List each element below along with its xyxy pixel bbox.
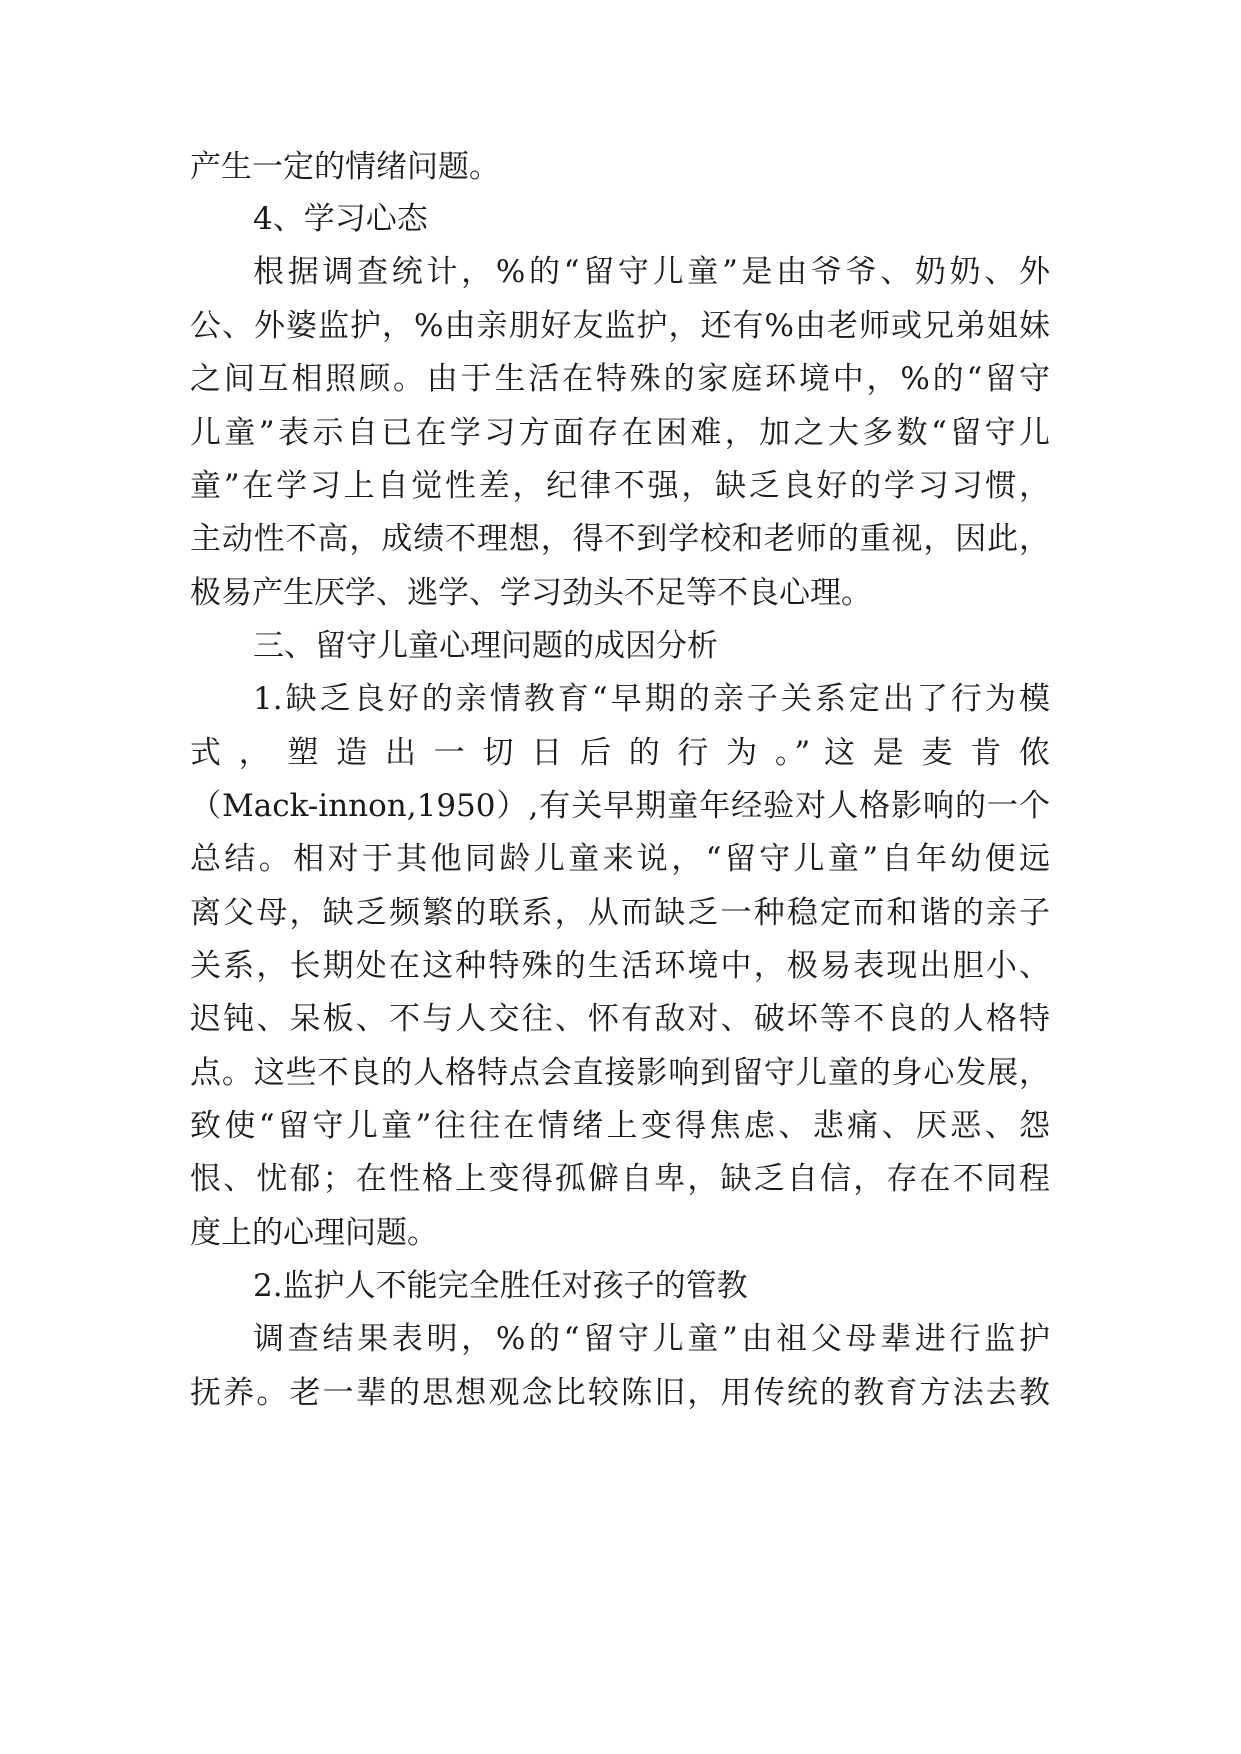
paragraph-line: 儿童”表示自已在学习方面存在困难，加之大多数“留守儿 <box>190 415 1050 451</box>
paragraph-line: 度上的心理问题。 <box>190 1215 438 1251</box>
paragraph-line: 极易产生厌学、逃学、学习劲头不足等不良心理。 <box>190 575 872 611</box>
section-heading: 2.监护人不能完全胜任对孩子的管教 <box>253 1268 748 1304</box>
section-heading: 三、留守儿童心理问题的成因分析 <box>253 628 718 664</box>
section-heading: 4、学习心态 <box>253 201 428 237</box>
paragraph-line: 主动性不高，成绩不理想，得不到学校和老师的重视，因此， <box>190 521 1050 557</box>
paragraph-line: 公、外婆监护，%由亲朋好友监护，还有%由老师或兄弟姐妹 <box>190 308 1050 344</box>
paragraph-line: 1.缺乏良好的亲情教育“早期的亲子关系定出了行为模 <box>253 681 1050 717</box>
paragraph-line: 童”在学习上自觉性差，纪律不强，缺乏良好的学习习惯， <box>190 468 1050 504</box>
paragraph-line: 关系，长期处在这种特殊的生活环境中，极易表现出胆小、 <box>190 948 1050 984</box>
paragraph-line: 根据调查统计，%的“留守儿童”是由爷爷、奶奶、外 <box>253 254 1050 290</box>
paragraph-line: 致使“留守儿童”往往在情绪上变得焦虑、悲痛、厌恶、怨 <box>190 1108 1050 1144</box>
paragraph-line: （Mack-innon,1950）,有关早期童年经验对人格影响的一个 <box>190 788 1050 824</box>
text-line: 产生一定的情绪问题。 <box>190 149 500 185</box>
paragraph-line: 抚养。老一辈的思想观念比较陈旧，用传统的教育方法去教 <box>190 1375 1050 1411</box>
paragraph-line: 迟钝、呆板、不与人交往、怀有敌对、破坏等不良的人格特 <box>190 1001 1050 1037</box>
paragraph-line: 离父母，缺乏频繁的联系，从而缺乏一种稳定而和谐的亲子 <box>190 895 1050 931</box>
paragraph-line: 之间互相照顾。由于生活在特殊的家庭环境中，%的“留守 <box>190 361 1050 397</box>
paragraph-line: 总结。相对于其他同龄儿童来说，“留守儿童”自年幼便远 <box>190 841 1050 877</box>
paragraph-line: 调查结果表明，%的“留守儿童”由祖父母辈进行监护 <box>253 1321 1050 1357</box>
paragraph-line: 式 ， 塑 造 出 一 切 日 后 的 行 为 。” 这 是 麦 肯 侬 <box>190 735 1050 771</box>
paragraph-line: 恨、忧郁；在性格上变得孤僻自卑，缺乏自信，存在不同程 <box>190 1161 1050 1197</box>
paragraph-line: 点。这些不良的人格特点会直接影响到留守儿童的身心发展， <box>190 1055 1050 1091</box>
